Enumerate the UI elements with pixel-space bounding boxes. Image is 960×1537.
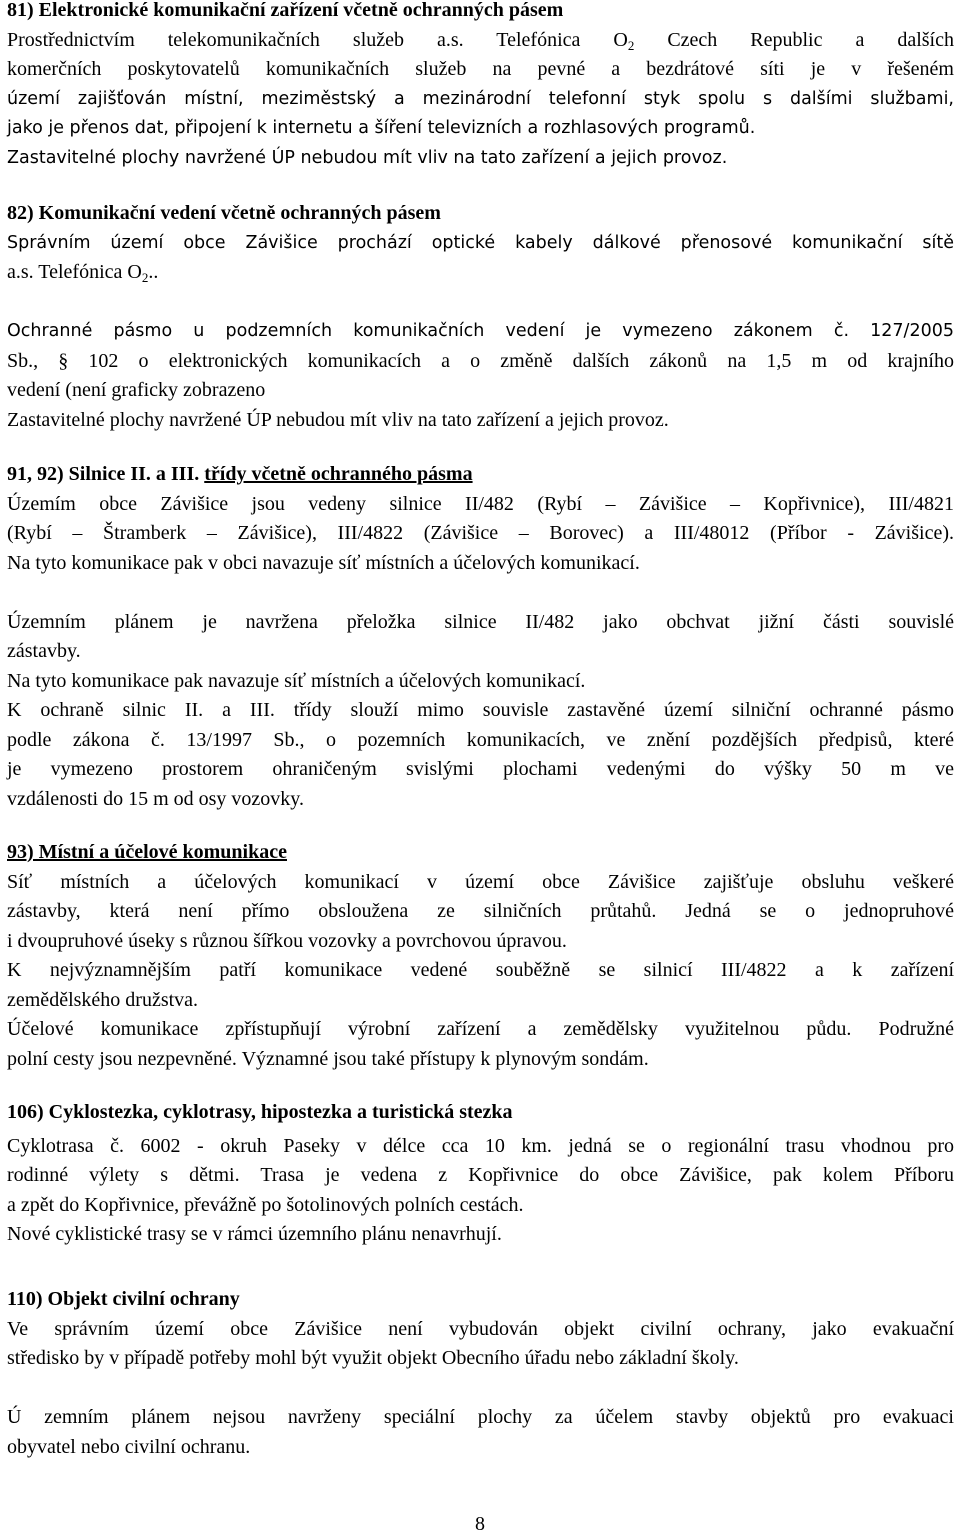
section-91-line-3: Na tyto komunikace pak v obci navazuje síť místních a účelových komunikací. — [7, 551, 640, 574]
section-106 — [7, 1098, 954, 1250]
section-81-line-3: území zajišťován místní, meziměstský a mezinárodní telefonní styk spolu s dalšími službami, — [7, 88, 954, 109]
section-110-line-2: středisko by v případě potřeby mohl být využit objekt Obecního úřadu nebo základní školy. — [7, 1347, 739, 1369]
section-91-heading-a: 91, 92) Silnice II. a III. — [7, 463, 205, 485]
section-110-line-4: obyvatel nebo civilní ochranu. — [7, 1435, 251, 1458]
section-91-heading — [7, 460, 954, 490]
section-106-line-3: a zpět do Kopřivnice, převážně po šotolinových polních cestách. — [7, 1193, 524, 1216]
section-110-heading: 110) Objekt civilní ochrany — [7, 1288, 240, 1310]
section-82-line-4: Sb., § 102 o elektronických komunikacích a o změně dalších zákonů na 1,5 m od krajního — [7, 349, 954, 372]
page-number: 8 — [475, 1513, 485, 1535]
section-91-line-9: je vymezeno prostorem ohraničeným svislými plochami vedenými do výšky 50 m ve — [7, 758, 954, 780]
section-106-line-2: rodinné výlety s dětmi. Trasa je vedena z Kopřivnice do obce Závišice, pak kolem Příboru — [7, 1164, 954, 1186]
section-93-line-1: Síť místních a účelových komunikací v území obce Závišice zajišťuje obsluhu veškeré — [7, 870, 954, 893]
section-82-line-1: Správním území obce Závišice prochází optické kabely dálkové přenosové komunikační sítě — [7, 232, 954, 253]
section-93-line-2: zástavby, která není přímo obsloužena ze silničních průtahů. Jedná se o jednopruhové — [7, 900, 954, 922]
section-93-line-5: zemědělského družstva. — [7, 988, 199, 1011]
section-81-line-5: Zastavitelné plochy navržené ÚP nebudou mít vliv na tato zařízení a jejich provoz. — [7, 147, 728, 168]
section-91-line-2: (Rybí – Štramberk – Závišice), III/4822 (Závišice – Borovec) a III/48012 (Příbor - Závišice). — [7, 522, 954, 544]
section-110-line-1: Ve správním území obce Závišice není vybudován objekt civilní ochrany, jako evakuační — [7, 1317, 954, 1340]
section-82-heading: 82) Komunikační vedení včetně ochranných pásem — [7, 202, 441, 224]
section-82-line-6: Zastavitelné plochy navržené ÚP nebudou mít vliv na tato zařízení a jejich provoz. — [7, 408, 669, 431]
s81-l1-text: Prostřednictvím telekomunikačních služeb a.s. Telefónica O — [7, 28, 628, 51]
section-91-line-4: Územním plánem je navržena přeložka silnice II/482 jako obchvat jižní části souvislé — [7, 610, 954, 633]
section-93-heading: 93) Místní a účelové komunikace — [7, 841, 287, 863]
section-93-line-3: i dvoupruhové úseky s různou šířkou vozovky a povrchovou úpravou. — [7, 929, 567, 952]
section-82-line-5: vedení (není graficky zobrazeno — [7, 379, 266, 401]
section-93 — [7, 838, 954, 1074]
subscript-2: 2 — [627, 37, 635, 53]
section-81-heading: 81) Elektronické komunikační zařízení včetně ochranných pásem — [7, 0, 564, 21]
section-91-line-10: vzdálenosti do 15 m od osy vozovky. — [7, 787, 305, 810]
section-93-line-6: Účelové komunikace zpřístupňují výrobní zařízení a zemědělsky využitelnou půdu. Podružné — [7, 1018, 954, 1040]
s81-l1-text-end: Czech Republic a dalších — [634, 28, 954, 51]
section-110-line-3: Ú zemním plánem nejsou navrženy speciální plochy za účelem stavby objektů pro evakuaci — [7, 1406, 954, 1428]
section-91-line-8: podle zákona č. 13/1997 Sb., o pozemních komunikacích, ve znění pozdějších předpisů, které — [7, 728, 954, 751]
section-81 — [7, 0, 954, 173]
section-91-line-7: K ochraně silnic II. a III. třídy slouží mimo souvisle zastavěné území silniční ochranné pásmo — [7, 699, 954, 721]
section-106-line-1: Cyklotrasa č. 6002 - okruh Paseky v délce cca 10 km. jedná se o regionální trasu vhodnou pro — [7, 1134, 954, 1157]
section-91-line-5: zástavby. — [7, 640, 81, 662]
section-93-line-7: polní cesty jsou nezpevněné. Významné jsou také přístupy k plynovým sondám. — [7, 1047, 649, 1070]
section-106-heading: 106) Cyklostezka, cyklotrasy, hipostezka a turistická stezka — [7, 1101, 513, 1123]
section-82-line-2 — [7, 258, 954, 288]
section-91-line-6: Na tyto komunikace pak navazuje síť místních a účelových komunikací. — [7, 669, 586, 692]
s82-l2-text-end: .. — [148, 261, 159, 283]
section-91-heading-b: třídy včetně ochranného pásma — [204, 463, 473, 485]
section-81-line-1 — [7, 26, 954, 56]
section-110 — [7, 1285, 954, 1462]
section-91-92 — [7, 460, 954, 814]
section-91-line-1: Územím obce Závišice jsou vedeny silnice II/482 (Rybí – Závišice – Kopřivnice), III/4821 — [7, 492, 954, 515]
section-93-line-4: K nejvýznamnějším patří komunikace vedené souběžně se silnicí III/4822 a k zařízení — [7, 959, 954, 981]
section-82-line-3: Ochranné pásmo u podzemních komunikačních vedení je vymezeno zákonem č. 127/2005 — [7, 321, 954, 341]
subscript-2: 2 — [141, 270, 149, 285]
section-81-line-4: jako je přenos dat, připojení k internetu a šíření televizních a rozhlasových programů. — [7, 118, 756, 138]
section-81-line-2: komerčních poskytovatelů komunikačních služeb na pevné a bezdrátové síti je v řešeném — [7, 58, 954, 80]
section-106-line-4: Nové cyklistické trasy se v rámci územního plánu nenavrhují. — [7, 1223, 502, 1245]
s82-l2-text: a.s. Telefónica O — [7, 261, 142, 283]
section-82 — [7, 199, 954, 435]
